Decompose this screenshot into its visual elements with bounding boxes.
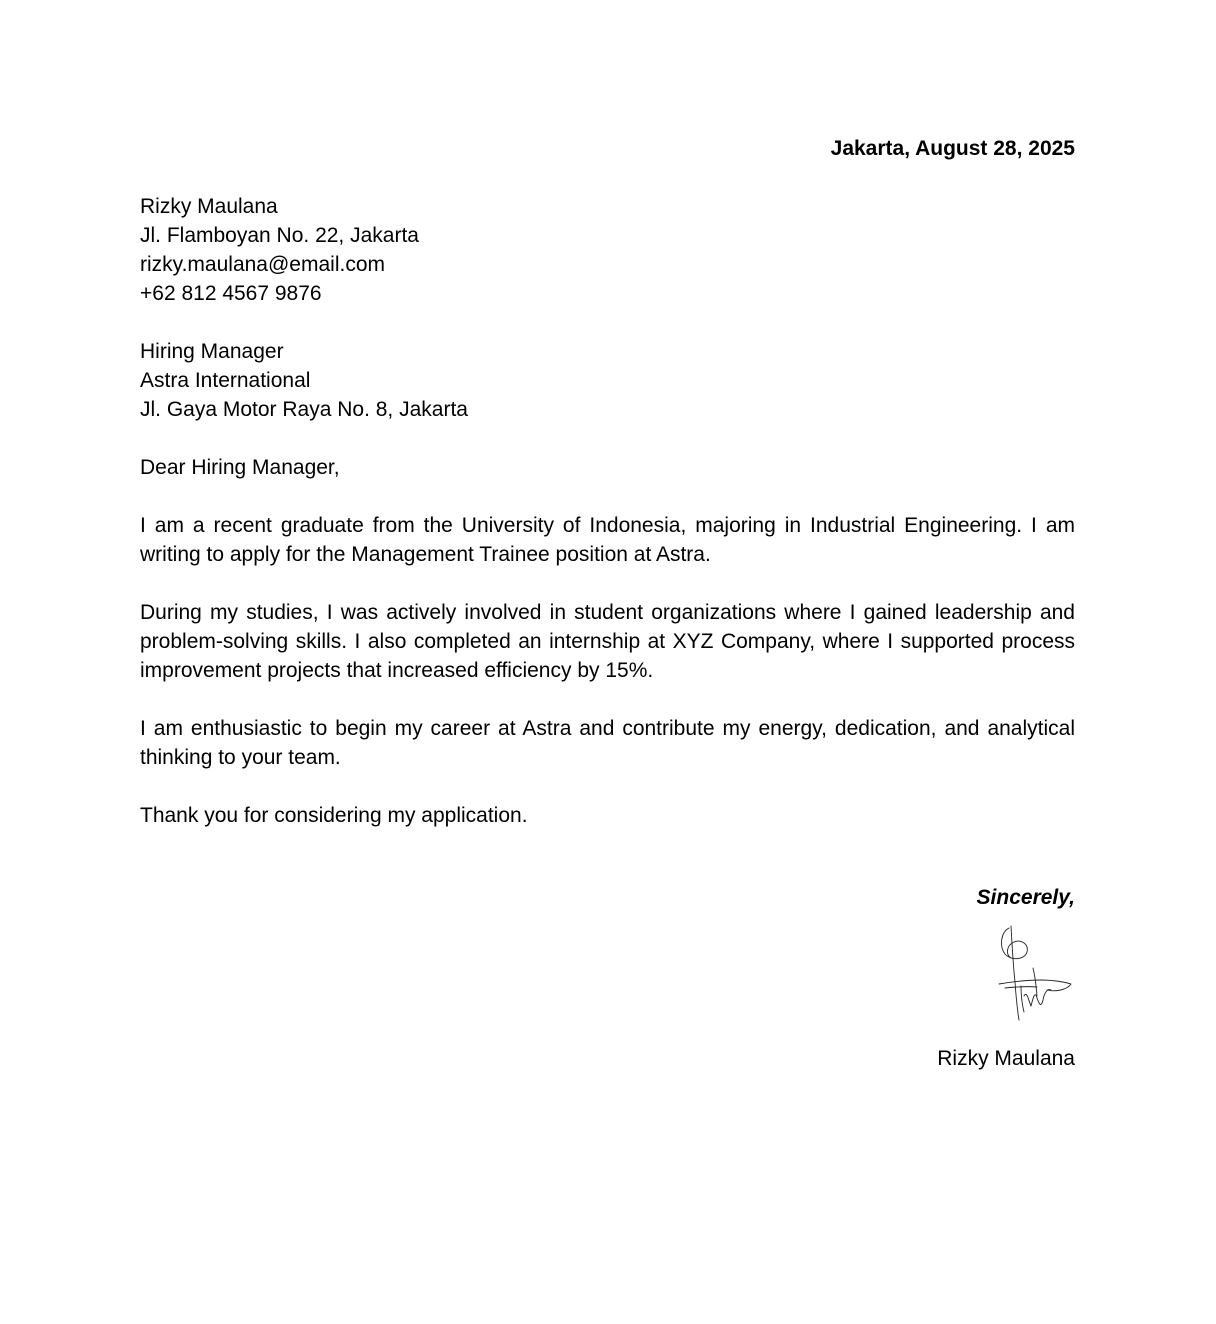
- recipient-block: [140, 337, 1075, 424]
- paragraph-experience: During my studies, I was actively involved in student organizations where I gained leadership and problem-solving skills. I also completed an internship at XYZ Company, where I supported process improvement projects that increased efficiency by 15%.: [140, 601, 1075, 682]
- recipient-company: Astra International: [140, 369, 311, 392]
- sender-name: Rizky Maulana: [140, 195, 278, 218]
- sender-block: [140, 192, 1075, 308]
- recipient-address: Jl. Gaya Motor Raya No. 8, Jakarta: [140, 398, 468, 421]
- salutation: Dear Hiring Manager,: [140, 456, 340, 479]
- paragraph-thanks: Thank you for considering my application.: [140, 804, 528, 827]
- letter-date: Jakarta, August 28, 2025: [830, 137, 1075, 160]
- paragraph-intro: I am a recent graduate from the University of Indonesia, majoring in Industrial Engineering. I am writing to apply for the Management Trainee position at Astra.: [140, 514, 1075, 566]
- recipient-title: Hiring Manager: [140, 340, 284, 363]
- sender-email: rizky.maulana@email.com: [140, 253, 385, 276]
- sender-address: Jl. Flamboyan No. 22, Jakarta: [140, 224, 419, 247]
- sender-phone: +62 812 4567 9876: [140, 282, 322, 305]
- signer-name: Rizky Maulana: [937, 1047, 1075, 1070]
- handwritten-signature: [997, 924, 1075, 1024]
- signature-area: [140, 912, 1075, 1044]
- paragraph-enthusiasm: I am enthusiastic to begin my career at Astra and contribute my energy, dedication, and analytical thinking to your team.: [140, 717, 1075, 769]
- closing: Sincerely,: [976, 886, 1075, 909]
- letter-body: [140, 134, 1075, 1073]
